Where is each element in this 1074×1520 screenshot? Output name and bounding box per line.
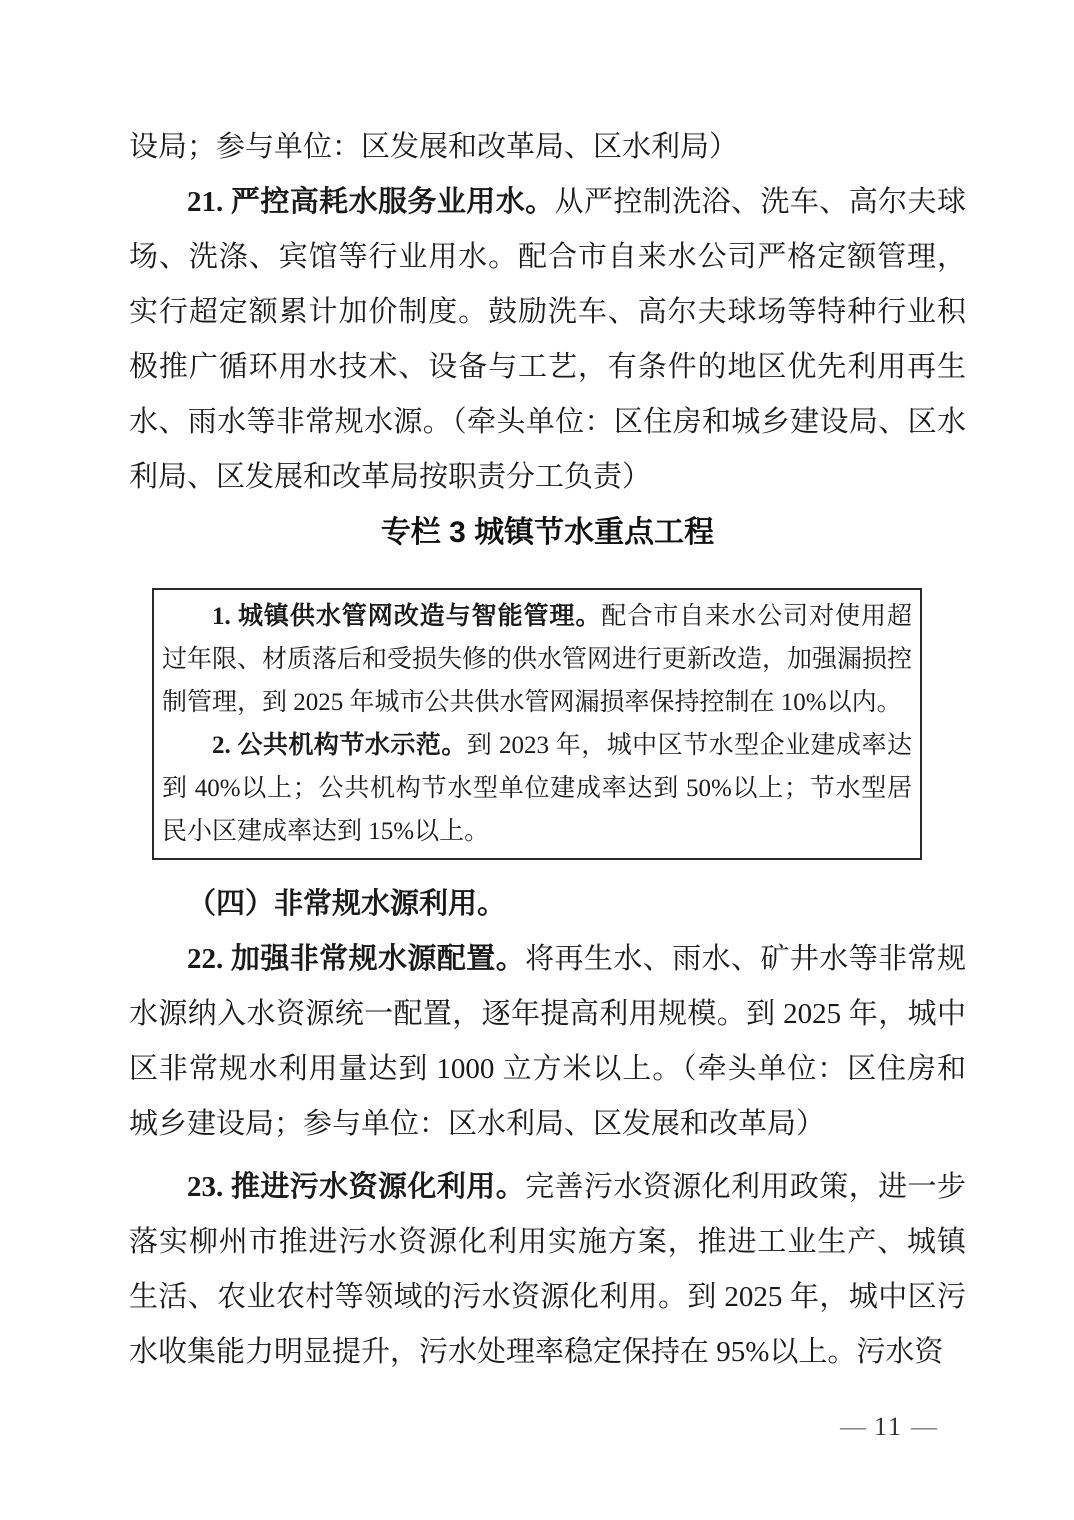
page-number-value: 11 [873,1412,903,1441]
paragraph-21 [129,175,966,505]
key-projects-box [152,588,922,860]
box-item-1-body: 配合市自来水公司对使用超过年限、材质落后和受损失修的供水管网进行更新改造，加强漏损控制管理，到 2025 年城市公共供水管网漏损率保持控制在 10%以内。 [162,603,913,716]
box-item-1 [162,595,912,724]
paragraph-23-body: 完善污水资源化利用政策，进一步落实柳州市推进污水资源化利用实施方案，推进工业生产、城镇生活、农业农村等领域的污水资源化利用。到 2025 年，城中区污水收集能力明显提升，污水处理率稳定保持在 95%以上。污水资 [129,1171,966,1368]
paragraph-21-body: 从严控制洗浴、洗车、高尔夫球场、洗涤、宾馆等行业用水。配合市自来水公司严格定额管理，实行超定额累计加价制度。鼓励洗车、高尔夫球场等特种行业积极推广循环用水技术、设备与工艺，有条件的地区优先利用再生水、雨水等非常规水源。（牵头单位：区住房和城乡建设局、区水利局、区发展和改革局按职责分工负责） [129,186,966,493]
paragraph-22 [129,932,966,1152]
box-item-2-lead: 2. 公共机构节水示范。 [212,732,467,759]
box-item-2-body: 到 2023 年，城中区节水型企业建成率达到 40%以上；公共机构节水型单位建成率达到 50%以上；节水型居民小区建成率达到 15%以上。 [162,732,912,845]
paragraph-22-lead: 22. 加强非常规水源配置。 [187,943,526,975]
box-item-1-lead: 1. 城镇供水管网改造与智能管理。 [212,603,602,630]
page-number-dash-left: — [839,1412,866,1441]
paragraph-23 [129,1160,966,1380]
page-content [129,120,966,1380]
page-number [832,1412,945,1442]
paragraph-21-lead: 21. 严控高耗水服务业用水。 [187,186,555,218]
paragraph-continuation: 设局；参与单位：区发展和改革局、区水利局） [129,131,739,163]
paragraph-22-body: 将再生水、雨水、矿井水等非常规水源纳入水资源统一配置，逐年提高利用规模。到 2025 年，城中区非常规水利用量达到 1000 立方米以上。（牵头单位：区住房和城乡建设局；参与单位：区水利局、区发展和改革局） [129,943,966,1140]
page-number-dash-right: — [911,1412,937,1441]
box-item-2 [162,724,912,853]
column-3-heading: 专栏 3 城镇节水重点工程 [380,516,715,549]
section-4-heading: （四）非常规水源利用。 [187,888,507,920]
paragraph-23-lead: 23. 推进污水资源化利用。 [187,1171,526,1203]
